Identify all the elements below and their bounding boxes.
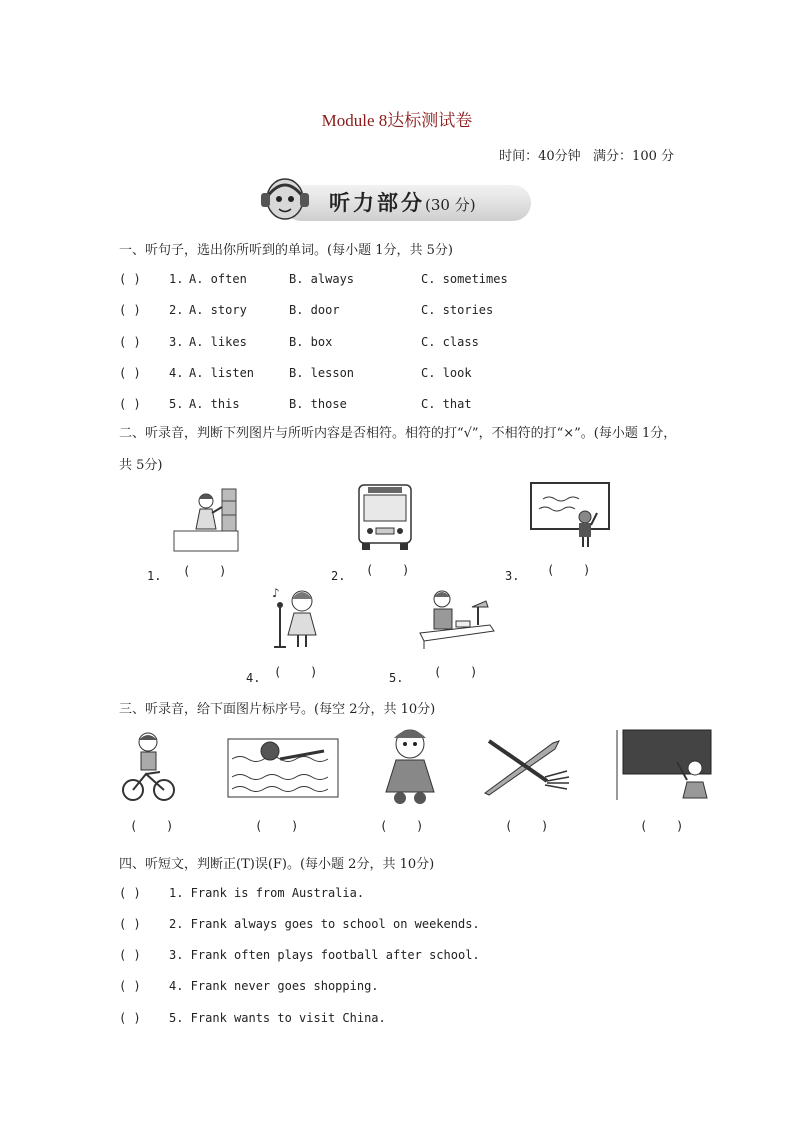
listening-banner [255, 175, 533, 225]
statement-text: 2. Frank always goes to school on weekends. [169, 917, 480, 931]
option-c: C. sometimes [421, 272, 508, 286]
section-1-heading: 一、听句子，选出你所听到的单词。(每小题 1分，共 5分) [119, 243, 453, 258]
statement-text: 3. Frank often plays football after school. [169, 948, 480, 962]
svg-text:♪: ♪ [272, 586, 280, 600]
girl-at-bookshelf-icon [172, 487, 240, 553]
picture-number: 2. [331, 569, 346, 583]
option-a: A. story [189, 303, 247, 317]
full-score: 满分：100 分 [593, 149, 674, 164]
answer-blank[interactable]: ( ) [274, 665, 318, 679]
banner-score: (30 分) [425, 196, 476, 214]
headphones-mascot-icon [255, 175, 315, 225]
answer-blank[interactable]: ( ) [119, 979, 141, 993]
option-b: B. door [289, 303, 340, 317]
option-a: A. often [189, 272, 247, 286]
question-number: 5. [169, 397, 184, 411]
answer-blank[interactable]: ( ) [119, 886, 141, 900]
answer-blank[interactable]: ( ) [366, 563, 410, 577]
section-2-heading: 二、听录音，判断下列图片与所听内容是否相符。相符的打“√”，不相符的打“×”。(每小题 1分，共 5分) [119, 426, 677, 473]
answer-blank[interactable]: ( ) [119, 948, 141, 962]
answer-blank[interactable]: ( ) [130, 819, 174, 833]
answer-blank[interactable]: ( ) [119, 272, 141, 286]
boy-at-desk-icon [416, 589, 496, 651]
option-b: B. those [289, 397, 347, 411]
time-limit: 时间：40分钟 [499, 149, 581, 164]
answer-blank[interactable]: ( ) [119, 917, 141, 931]
option-c: C. stories [421, 303, 494, 317]
girl-drawing-on-blackboard-icon [615, 728, 713, 802]
option-a: A. listen [189, 366, 255, 380]
answer-blank[interactable]: ( ) [119, 397, 141, 411]
answer-blank[interactable]: ( ) [505, 819, 549, 833]
option-c: C. that [421, 397, 472, 411]
answer-blank[interactable]: ( ) [434, 665, 478, 679]
answer-blank[interactable]: ( ) [119, 1011, 141, 1025]
option-b: B. always [289, 272, 355, 286]
option-a: A. likes [189, 335, 247, 349]
answer-blank[interactable]: ( ) [119, 335, 141, 349]
answer-blank[interactable]: ( ) [547, 563, 591, 577]
banner-label: 听力部分 [329, 191, 425, 215]
statement-text: 1. Frank is from Australia. [169, 886, 365, 900]
option-c: C. class [421, 335, 479, 349]
option-a: A. this [189, 397, 240, 411]
question-number: 3. [169, 335, 184, 349]
boy-at-blackboard-icon [529, 481, 611, 549]
page-title: Module 8达标测试卷 [321, 111, 473, 130]
exam-meta [499, 145, 674, 164]
question-number: 2. [169, 303, 184, 317]
answer-blank[interactable]: ( ) [380, 819, 424, 833]
option-b: B. box [289, 335, 333, 349]
question-number: 1. [169, 272, 184, 286]
knife-and-fork-icon [483, 737, 571, 797]
section-3-heading: 三、听录音，给下面图片标序号。(每空 2分，共 10分) [119, 702, 436, 717]
bus-icon [356, 483, 414, 551]
statement-text: 4. Frank never goes shopping. [169, 979, 379, 993]
answer-blank[interactable]: ( ) [255, 819, 299, 833]
answer-blank[interactable]: ( ) [119, 303, 141, 317]
picture-number: 4. [246, 671, 261, 685]
picture-number: 1. [147, 569, 162, 583]
option-b: B. lesson [289, 366, 355, 380]
boy-on-bike-icon [120, 730, 176, 802]
question-number: 4. [169, 366, 184, 380]
answer-blank[interactable]: ( ) [640, 819, 684, 833]
answer-blank[interactable]: ( ) [183, 564, 227, 578]
doll-icon [380, 726, 440, 806]
picture-number: 5. [389, 671, 404, 685]
statement-text: 5. Frank wants to visit China. [169, 1011, 386, 1025]
section-4-heading: 四、听短文，判断正(T)误(F)。(每小题 2分，共 10分) [119, 857, 435, 872]
answer-blank[interactable]: ( ) [119, 366, 141, 380]
swimmer-icon [228, 733, 338, 799]
option-c: C. look [421, 366, 472, 380]
picture-number: 3. [505, 569, 520, 583]
girl-singing-icon [270, 585, 328, 651]
